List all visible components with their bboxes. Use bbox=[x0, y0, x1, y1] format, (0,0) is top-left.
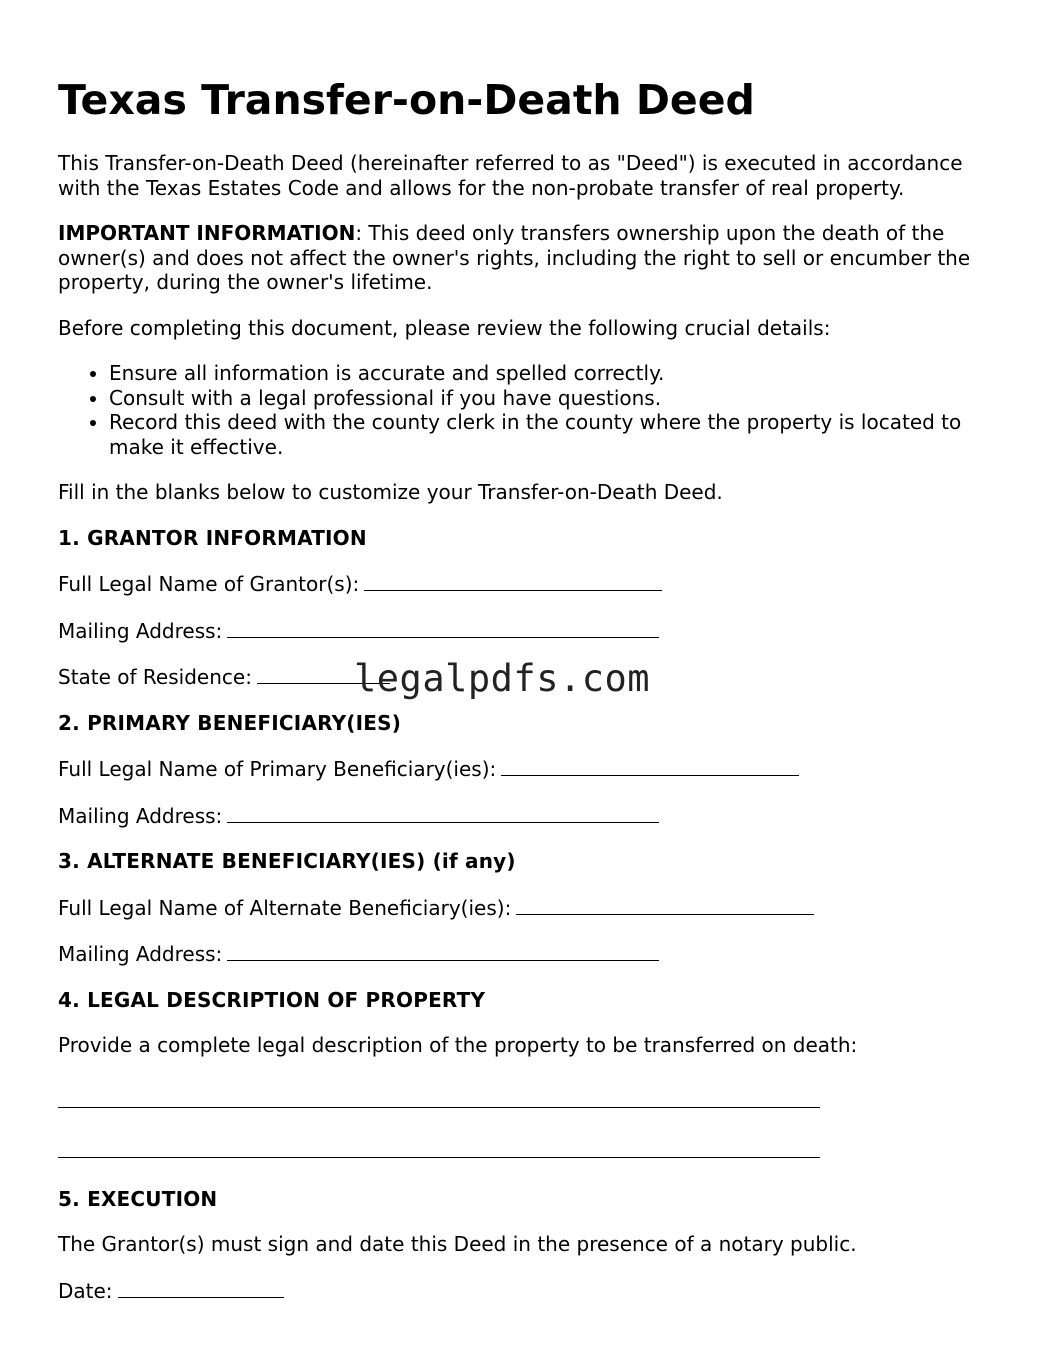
list-item: • Consult with a legal professional if you have questions. bbox=[109, 386, 1008, 411]
property-description-line[interactable] bbox=[58, 1137, 820, 1158]
grantor-address-field[interactable] bbox=[58, 618, 1008, 644]
section-heading-alternate: 3. ALTERNATE BENEFICIARY(IES) (if any) bbox=[58, 849, 516, 873]
alternate-name-field[interactable] bbox=[58, 895, 1008, 921]
watermark: legalpdfs.com bbox=[354, 657, 651, 700]
grantor-address-blank[interactable] bbox=[227, 618, 659, 638]
property-description-line[interactable] bbox=[58, 1087, 820, 1108]
document-body bbox=[58, 151, 1008, 1324]
review-paragraph: Before completing this document, please review the following crucial details: bbox=[58, 315, 831, 340]
primary-address-blank[interactable] bbox=[227, 803, 659, 823]
grantor-name-field[interactable] bbox=[58, 571, 1008, 597]
date-field[interactable] bbox=[58, 1278, 1008, 1304]
section-heading-execution: 5. EXECUTION bbox=[58, 1186, 218, 1211]
intro-paragraph: This Transfer-on-Death Deed (hereinafter referred to as "Deed") is executed in accordance with the Texas Estates Code and allows for the non-probate transfer of real property. bbox=[58, 151, 963, 200]
date-blank[interactable] bbox=[118, 1278, 284, 1298]
fill-in-paragraph: Fill in the blanks below to customize your Transfer-on-Death Deed. bbox=[58, 480, 723, 504]
important-paragraph bbox=[58, 221, 1008, 295]
alternate-address-blank[interactable] bbox=[227, 941, 659, 961]
document-title: Texas Transfer-on-Death Deed bbox=[58, 76, 755, 124]
checklist bbox=[58, 361, 1008, 459]
alternate-address-label: Mailing Address: bbox=[58, 942, 223, 966]
execution-instruction: The Grantor(s) must sign and date this Deed in the presence of a notary public. bbox=[58, 1232, 857, 1256]
section-heading-grantor: 1. GRANTOR INFORMATION bbox=[58, 525, 367, 550]
primary-address-field[interactable] bbox=[58, 803, 1008, 829]
alternate-name-blank[interactable] bbox=[516, 895, 814, 915]
date-label: Date: bbox=[58, 1278, 113, 1303]
list-item: • Ensure all information is accurate and spelled correctly. bbox=[109, 361, 1008, 386]
section-heading-primary: 2. PRIMARY BENEFICIARY(IES) bbox=[58, 710, 402, 735]
primary-address-label: Mailing Address: bbox=[58, 803, 223, 828]
alternate-name-label: Full Legal Name of Alternate Beneficiary(ies): bbox=[58, 895, 512, 920]
important-text: : This deed only transfers ownership upon the death of the owner(s) and does not affect the owner's rights, including the right to sell or encumber the property, during the owner's lifetime. bbox=[58, 221, 971, 294]
list-item: • Record this deed with the county clerk in the county where the property is located to make it effective. bbox=[109, 410, 1008, 459]
grantor-address-label: Mailing Address: bbox=[58, 618, 223, 643]
alternate-address-field[interactable] bbox=[58, 941, 1008, 967]
primary-name-field[interactable] bbox=[58, 756, 1008, 782]
section-heading-property: 4. LEGAL DESCRIPTION OF PROPERTY bbox=[58, 987, 486, 1012]
grantor-state-label: State of Residence: bbox=[58, 665, 252, 689]
property-instruction: Provide a complete legal description of the property to be transferred on death: bbox=[58, 1033, 858, 1057]
grantor-name-label: Full Legal Name of Grantor(s): bbox=[58, 572, 360, 596]
important-label: IMPORTANT INFORMATION bbox=[58, 221, 356, 245]
primary-name-label: Full Legal Name of Primary Beneficiary(ies): bbox=[58, 757, 497, 781]
primary-name-blank[interactable] bbox=[501, 756, 799, 776]
grantor-name-blank[interactable] bbox=[364, 571, 662, 591]
